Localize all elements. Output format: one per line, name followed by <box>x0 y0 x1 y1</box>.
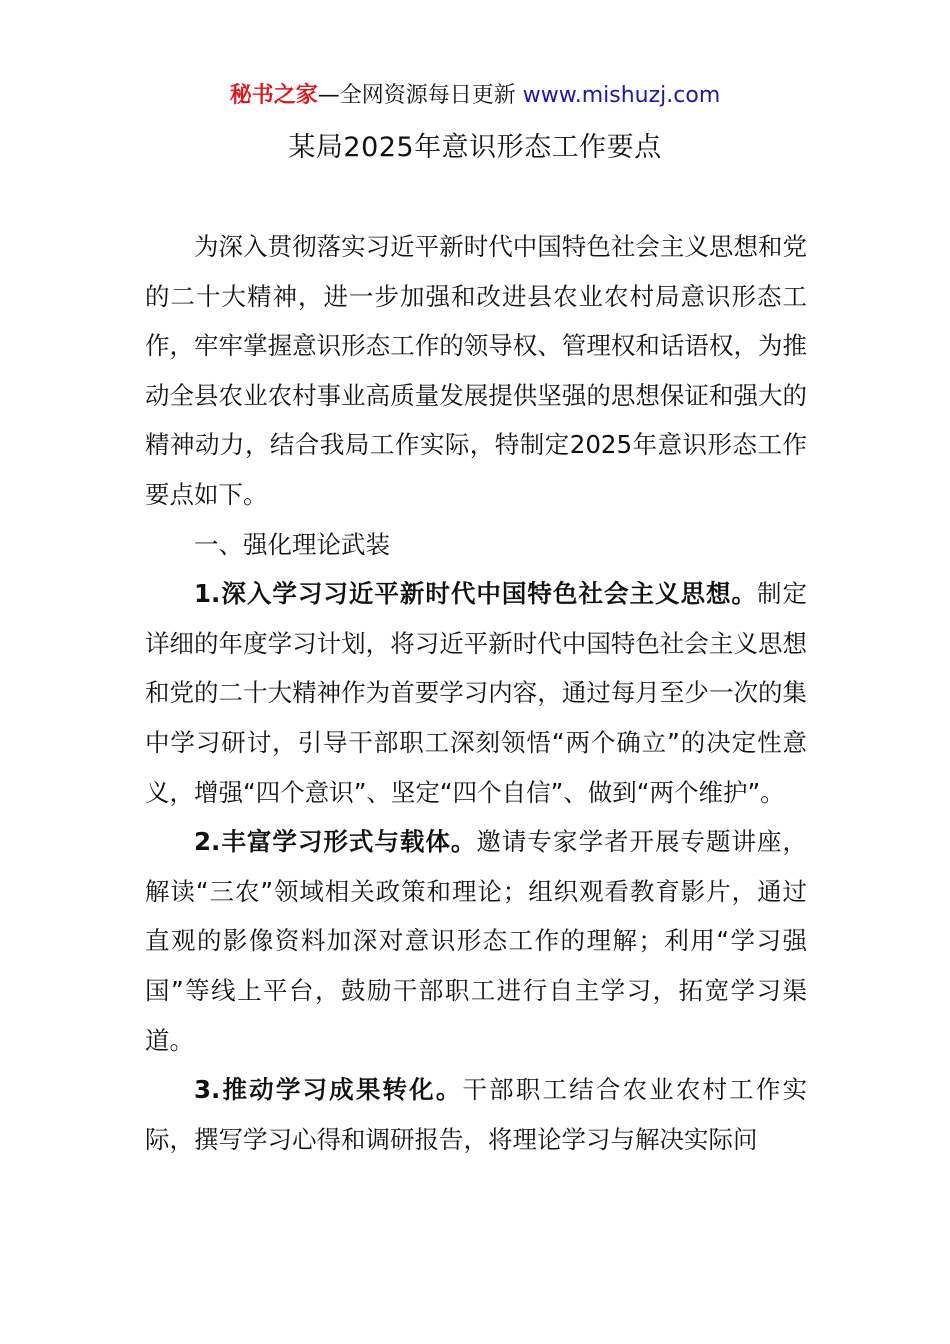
site-tagline: —全网资源每日更新 <box>317 83 516 108</box>
item-lead: 1.深入学习习近平新时代中国特色社会主义思想。 <box>194 579 757 609</box>
site-header <box>0 80 950 112</box>
item-lead: 2.丰富学习形式与载体。 <box>194 827 477 857</box>
item-lead: 3.推动学习成果转化。 <box>194 1075 463 1105</box>
site-url-link[interactable]: www.mishuzj.com <box>522 83 721 108</box>
site-brand: 秘书之家 <box>229 83 318 108</box>
document-title: 某局2025年意识形态工作要点 <box>288 132 662 163</box>
item-text: 干部职工结合农业农村工作实际，撰写学习心得和调研报告，将理论学习与解决实际问 <box>145 1075 808 1154</box>
item-text: 制定详细的年度学习计划，将习近平新时代中国特色社会主义思想和党的二十大精神作为首要学习内容，通过每月至少一次的集中学习研讨，引导干部职工深刻领悟“两个确立”的决定性意义，增强“四个意识”、坚定“四个自信”、做到“两个维护”。 <box>145 579 808 807</box>
document-body <box>145 222 807 1164</box>
intro-paragraph: 为深入贯彻落实习近平新时代中国特色社会主义思想和党的二十大精神，进一步加强和改进县农业农村局意识形态工作，牢牢掌握意识形态工作的领导权、管理权和话语权，为推动全县农业农村事业高质量发展提供坚强的思想保证和强大的精神动力，结合我局工作实际，特制定2025年意识形态工作要点如下。 <box>145 232 807 509</box>
item-paragraph <box>145 569 807 817</box>
item-paragraph <box>145 1065 807 1164</box>
section-heading: 一、强化理论武装 <box>194 529 390 559</box>
item-text: 邀请专家学者开展专题讲座，解读“三农”领域相关政策和理论；组织观看教育影片，通过直观的影像资料加深对意识形态工作的理解；利用“学习强国”等线上平台，鼓励干部职工进行自主学习，拓宽学习渠道。 <box>145 827 807 1055</box>
item-paragraph <box>145 817 807 1065</box>
